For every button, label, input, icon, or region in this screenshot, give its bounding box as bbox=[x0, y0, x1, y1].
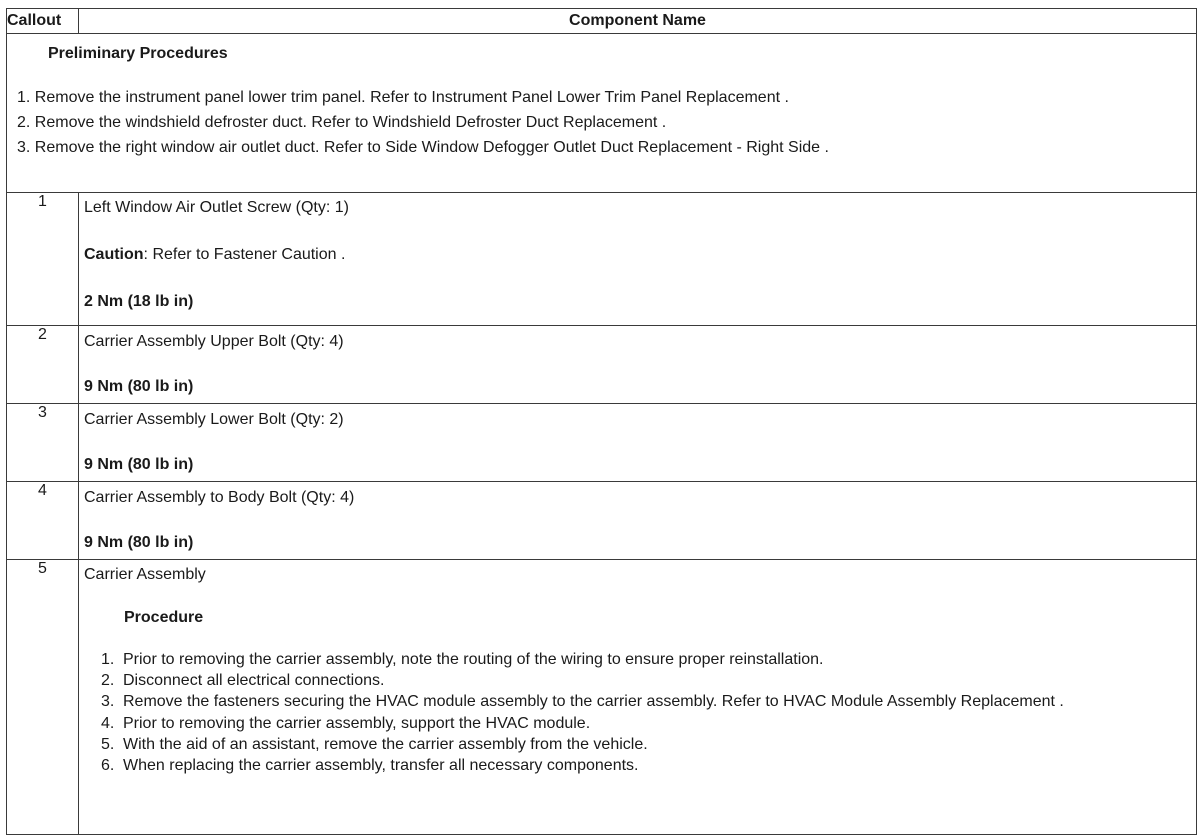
callout-number: 3 bbox=[7, 404, 79, 482]
callout-number: 2 bbox=[7, 326, 79, 404]
preliminary-step bbox=[17, 135, 829, 160]
procedure-step bbox=[101, 649, 1181, 670]
table-row bbox=[7, 560, 1197, 835]
caution-note bbox=[84, 245, 345, 265]
callout-column-header: Callout bbox=[7, 9, 79, 34]
procedure-title: Procedure bbox=[124, 609, 204, 626]
preliminary-procedures-row bbox=[7, 34, 1197, 193]
step-number: 3. bbox=[101, 693, 115, 711]
torque-spec: 2 Nm (18 lb in) bbox=[84, 293, 194, 310]
component-cell bbox=[79, 193, 1197, 326]
procedure-step bbox=[101, 755, 1181, 776]
torque-spec: 9 Nm (80 lb in) bbox=[84, 456, 194, 473]
procedure-step bbox=[101, 691, 1181, 712]
caution-text: : Refer to Fastener Caution . bbox=[143, 246, 346, 263]
component-cell bbox=[79, 404, 1197, 482]
component-name: Carrier Assembly Upper Bolt (Qty: 4) bbox=[84, 333, 344, 350]
preliminary-procedures-cell bbox=[7, 34, 1197, 193]
caution-label: Caution bbox=[84, 246, 144, 263]
callout-number: 5 bbox=[7, 560, 79, 835]
step-text: Disconnect all electrical connections. bbox=[123, 672, 385, 690]
procedure-table bbox=[6, 8, 1197, 835]
step-text: With the aid of an assistant, remove the carrier assembly from the vehicle. bbox=[123, 735, 648, 753]
component-name: Carrier Assembly to Body Bolt (Qty: 4) bbox=[84, 489, 355, 506]
component-name: Carrier Assembly Lower Bolt (Qty: 2) bbox=[84, 411, 344, 428]
step-text: Remove the right window air outlet duct. Refer to Side Window Defogger Outlet Duct Replacement - Right Side . bbox=[34, 139, 829, 156]
preliminary-step bbox=[17, 85, 829, 110]
step-number: 6. bbox=[101, 757, 115, 775]
procedure-steps-list bbox=[101, 649, 1181, 776]
preliminary-step bbox=[17, 110, 829, 135]
component-cell bbox=[79, 560, 1197, 835]
preliminary-procedures-title: Preliminary Procedures bbox=[48, 45, 228, 62]
step-text: Remove the fasteners securing the HVAC module assembly to the carrier assembly. Refer to HVAC Module Assembly Replacement . bbox=[123, 693, 1064, 711]
table-row bbox=[7, 326, 1197, 404]
component-name-column-header: Component Name bbox=[79, 9, 1197, 34]
table-row bbox=[7, 482, 1197, 560]
component-name: Left Window Air Outlet Screw (Qty: 1) bbox=[84, 199, 349, 216]
step-text: Remove the windshield defroster duct. Refer to Windshield Defroster Duct Replacement . bbox=[34, 114, 667, 131]
step-number: 1. bbox=[17, 89, 31, 106]
torque-spec: 9 Nm (80 lb in) bbox=[84, 378, 194, 395]
table-row bbox=[7, 404, 1197, 482]
callout-number: 4 bbox=[7, 482, 79, 560]
component-name: Carrier Assembly bbox=[84, 566, 206, 583]
step-number: 4. bbox=[101, 714, 115, 732]
component-cell bbox=[79, 482, 1197, 560]
step-text: When replacing the carrier assembly, transfer all necessary components. bbox=[123, 757, 639, 775]
step-text: Prior to removing the carrier assembly, note the routing of the wiring to ensure proper reinstallation. bbox=[123, 651, 824, 668]
component-cell bbox=[79, 326, 1197, 404]
torque-spec: 9 Nm (80 lb in) bbox=[84, 534, 194, 551]
step-number: 1. bbox=[101, 651, 115, 668]
step-number: 2. bbox=[101, 672, 115, 690]
procedure-step bbox=[101, 670, 1181, 691]
step-number: 2. bbox=[17, 114, 31, 131]
table-row bbox=[7, 193, 1197, 326]
procedure-step bbox=[101, 713, 1181, 734]
step-text: Remove the instrument panel lower trim panel. Refer to Instrument Panel Lower Trim Panel Replacement . bbox=[34, 89, 789, 106]
header-row bbox=[7, 9, 1197, 34]
step-text: Prior to removing the carrier assembly, support the HVAC module. bbox=[123, 714, 591, 732]
step-number: 3. bbox=[17, 139, 31, 156]
procedure-step bbox=[101, 734, 1181, 755]
step-number: 5. bbox=[101, 735, 115, 753]
preliminary-steps-list bbox=[17, 85, 829, 160]
callout-number: 1 bbox=[7, 193, 79, 326]
